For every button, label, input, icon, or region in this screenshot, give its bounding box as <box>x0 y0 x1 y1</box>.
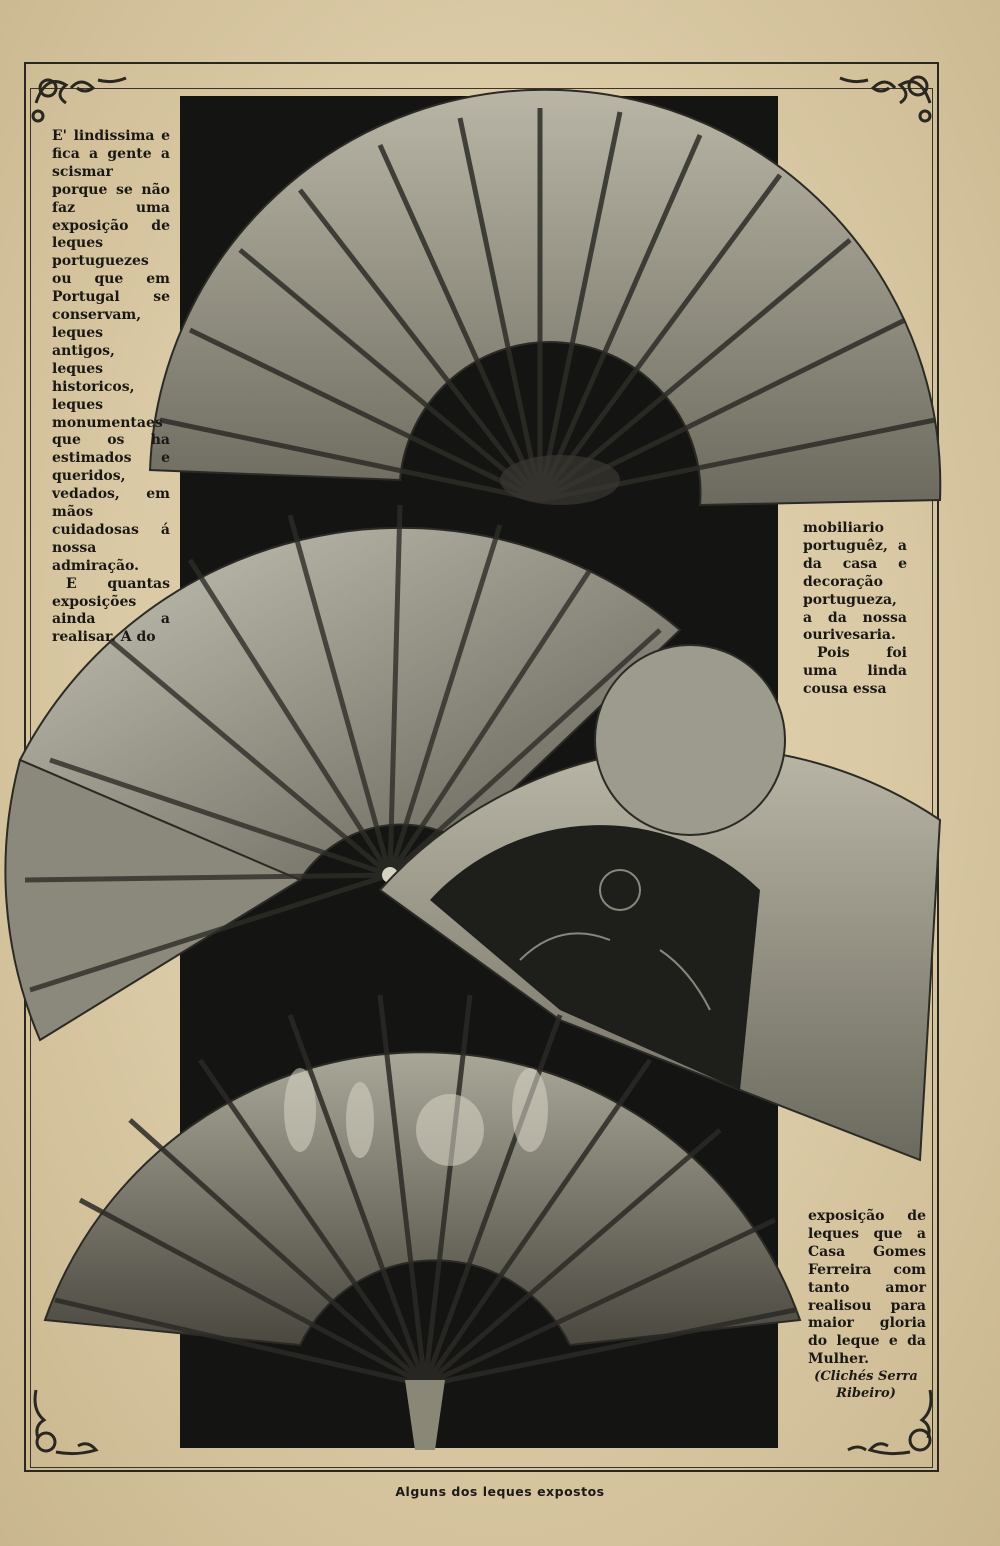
article-paragraph-2: E quantas exposições ainda a realisar. A do <box>52 575 170 646</box>
article-paragraph-5: exposição de leques que a Casa Gomes Ferreira com tanto amor realisou para maior gloria do leque e da Mulher. <box>808 1208 926 1368</box>
article-paragraph-4: Pois foi uma linda cousa essa <box>803 645 907 698</box>
article-right-column-bottom <box>808 1208 926 1369</box>
article-paragraph-1: E' lindissima e fica a gente a scismar porque se não faz uma exposição de leques portuguezes ou que em Portugal se conservam, leques antigos, leques historicos, leques monumentaes que os ha estimados e queridos, vedados, em mãos cuidadosas á nossa admiração. <box>52 128 170 574</box>
fan-top <box>150 90 940 505</box>
photo-credit: (Clichés Serra Ribeiro) <box>814 1369 918 1401</box>
figure-caption: Alguns dos leques expostos <box>395 1484 605 1499</box>
article-left-column <box>52 128 170 647</box>
article-right-column-top <box>803 520 907 699</box>
article-paragraph-3: mobiliario portuguêz, a da casa e decoração portugueza, a da nossa ourivesaria. <box>803 520 907 644</box>
